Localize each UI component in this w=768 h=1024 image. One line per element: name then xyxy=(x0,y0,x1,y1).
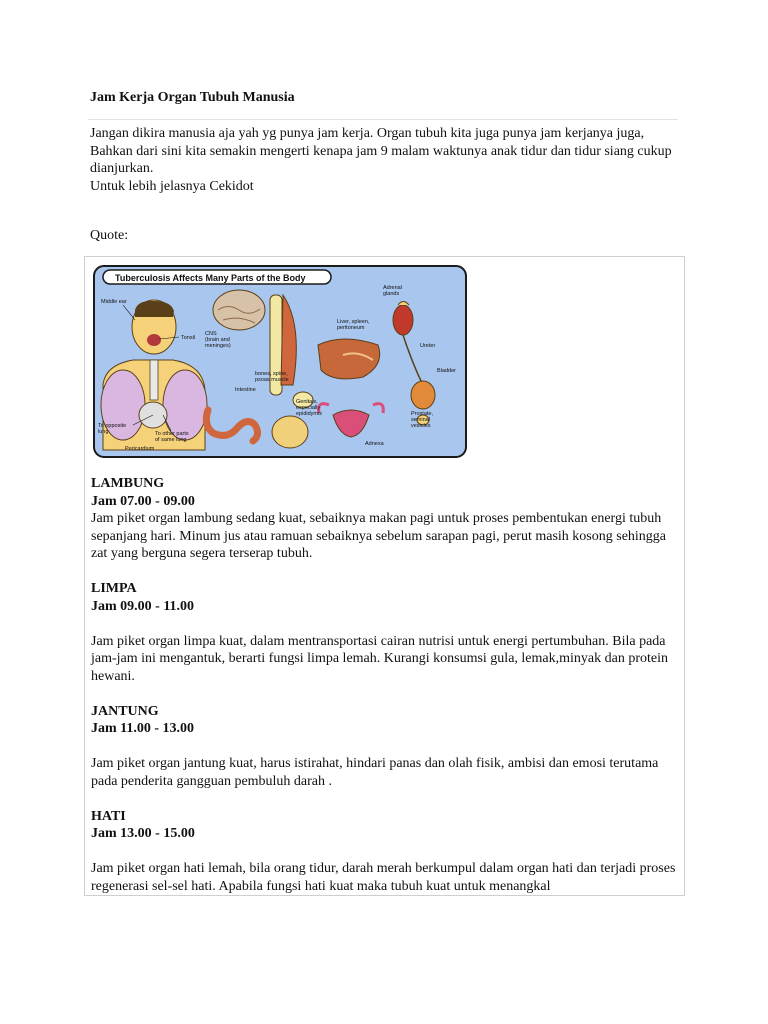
organ-description: Jam piket organ lambung sedang kuat, sebaiknya makan pagi untuk proses pembentukan energi tubuh sepanjang hari. Minum jus atau ramuan sebaiknya sebelum sarapan pagi, perut masih kosong sehingga zat yang berguna segera terserap tubuh. xyxy=(91,511,667,561)
label-intestine: Intestine xyxy=(235,387,256,393)
label-prostate: Prostate, xyxy=(411,411,434,417)
organ-time: Jam 07.00 - 09.00 xyxy=(91,493,195,509)
organ-name: JANTUNG xyxy=(91,703,159,719)
label-prostate: vesicles xyxy=(411,423,431,429)
label-tonsil: Tonsil xyxy=(181,335,196,341)
label-cns: (brain and xyxy=(205,337,230,343)
label-genitals: epididymis xyxy=(296,411,322,417)
label-opposite-lung: To opposite xyxy=(98,423,127,429)
divider xyxy=(88,119,678,120)
label-bones: psoas muscle xyxy=(255,377,289,383)
label-pericardium: Pericardium xyxy=(125,446,155,452)
brain-shape xyxy=(213,290,265,330)
quote-box xyxy=(84,256,685,896)
label-other-parts: of same lung xyxy=(155,437,187,443)
illustration-title: Tuberculosis Affects Many Parts of the Body xyxy=(115,273,306,283)
label-cns: meninges) xyxy=(205,343,231,349)
organ-time: Jam 11.00 - 13.00 xyxy=(91,721,195,736)
label-ureter: Ureter xyxy=(420,343,436,349)
organ-section xyxy=(91,475,681,563)
label-prostate: seminal xyxy=(411,417,430,423)
label-adrenal: Adrenal xyxy=(383,285,402,291)
organ-name: LIMPA xyxy=(91,581,137,596)
label-adrenal: glands xyxy=(383,291,400,297)
organ-time: Jam 09.00 - 11.00 xyxy=(91,598,195,614)
intro-paragraph: Jangan dikira manusia aja yah yg punya jam kerja. Organ tubuh kita juga punya jam kerjanya juga, Bahkan dari sini kita semakin mengerti kenapa jam 9 malam waktunya anak tidur dan tidur siang cukup dianjurkan. xyxy=(90,126,672,176)
intro-paragraph: Untuk lebih jelasnya Cekidot xyxy=(90,178,254,194)
organ-name: HATI xyxy=(91,808,126,824)
label-genitals: especially xyxy=(296,405,321,411)
organ-section xyxy=(91,580,681,685)
organ-description: Jam piket organ hati lemah, bila orang tidur, darah merah berkumpul dalam organ hati dan terjadi proses regenerasi sel-sel hati. Apabila fungsi hati kuat maka tubuh kuat untuk menangkal xyxy=(91,861,676,894)
organ-name: LAMBUNG xyxy=(91,476,165,491)
label-liver: Liver, spleen, xyxy=(337,319,370,325)
organ-time: Jam 13.00 - 15.00 xyxy=(91,826,195,841)
intro-text xyxy=(90,125,680,195)
label-bladder: Bladder xyxy=(437,368,456,374)
organ-description: Jam piket organ jantung kuat, harus istirahat, hindari panas dan olah fisik, ambisi dan emosi terutama pada penderita gangguan pembuluh darah . xyxy=(91,756,659,789)
label-cns: CNS xyxy=(205,331,217,337)
label-middle-ear: Middle ear xyxy=(101,299,127,305)
label-other-parts: To other parts xyxy=(155,431,189,437)
page-title: Jam Kerja Organ Tubuh Manusia xyxy=(90,90,295,105)
organ-schedule xyxy=(91,475,681,896)
label-opposite-lung: lung xyxy=(98,429,109,435)
label-genitals: Genitals, xyxy=(296,399,318,405)
label-adnexa: Adnexa xyxy=(365,441,384,447)
label-liver: peritoneum xyxy=(337,325,365,331)
organ-description: Jam piket organ limpa kuat, dalam mentransportasi cairan nutrisi untuk energi pertumbuhan. Bila pada jam-jam ini mengantuk, berarti fungsi limpa lemah. Kurangi konsumsi gula, lemak,minyak dan protein hewani. xyxy=(91,633,668,684)
quote-label: Quote: xyxy=(90,228,129,243)
label-bones: bones, spine, xyxy=(255,371,288,377)
organ-section xyxy=(91,703,681,791)
tuberculosis-illustration xyxy=(93,265,467,458)
genitals-shape xyxy=(272,416,308,448)
organ-section xyxy=(91,808,681,896)
